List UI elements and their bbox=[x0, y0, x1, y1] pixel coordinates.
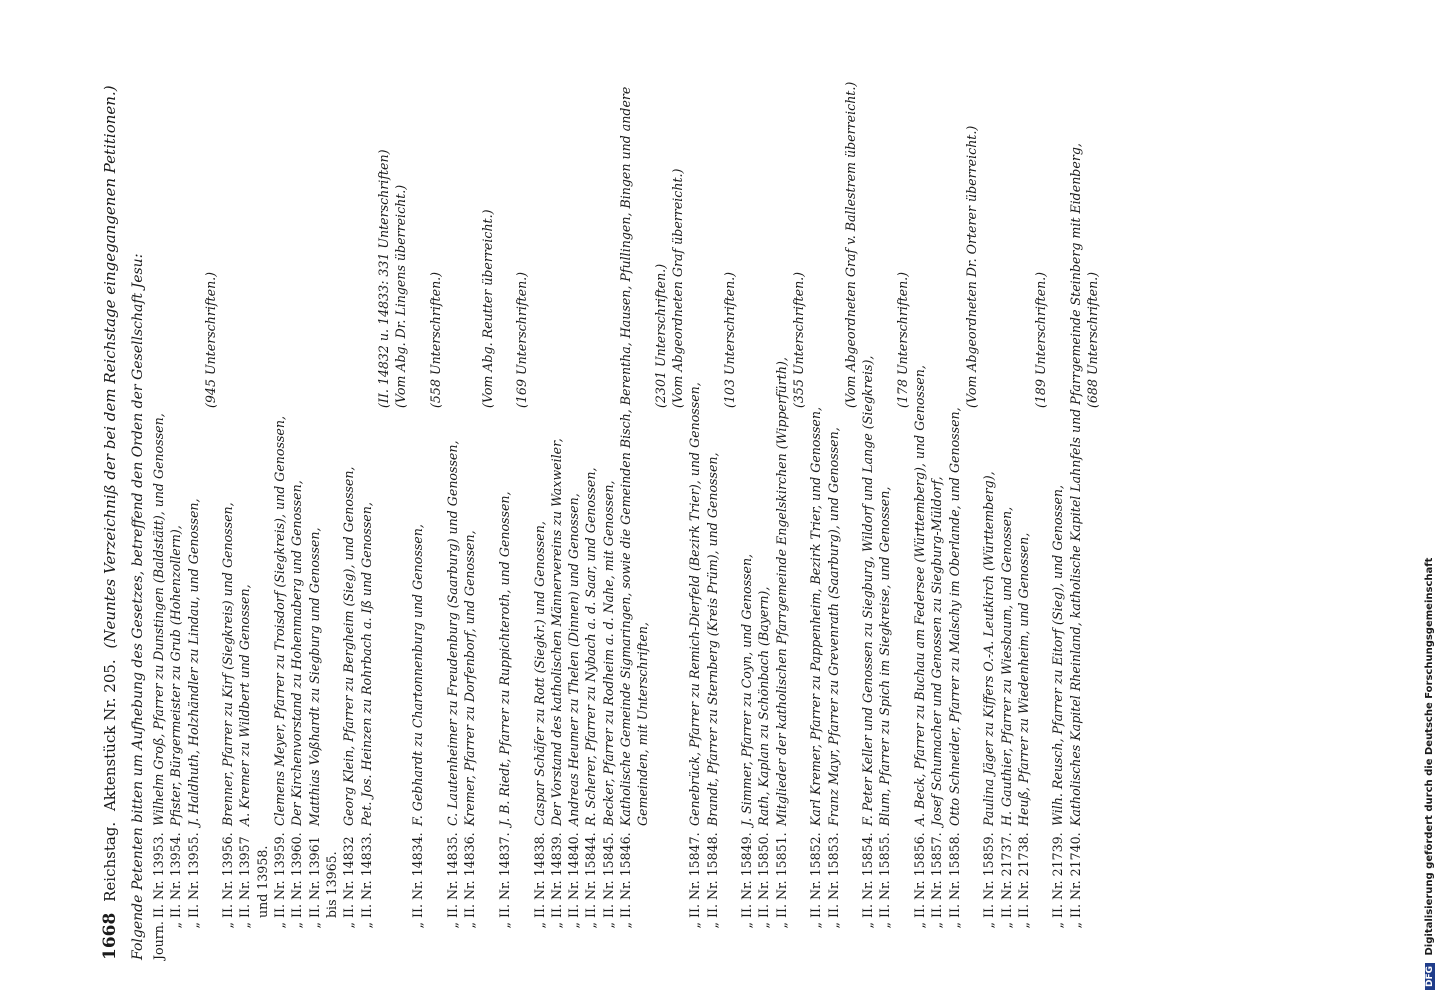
entry-reference: II. Nr. 15851. bbox=[773, 832, 789, 918]
entry-reference: II. Nr. 14839. bbox=[548, 832, 564, 918]
header-title: (Neuntes Verzeichniß der bei dem Reichstage eingegangenen Petitionen.) bbox=[101, 85, 119, 649]
entry-reference: II. Nr. 15853. bbox=[825, 832, 841, 918]
petition-entry bbox=[859, 40, 876, 960]
footer-credit bbox=[1424, 558, 1435, 990]
entry-text: F. Gebhardt zu Chartonnenburg und Genossen, bbox=[410, 524, 426, 826]
entry-text: Franz Mayr, Pfarrer zu Grevenrath (Saarburg), und Genossen, bbox=[825, 427, 841, 826]
petition-entry bbox=[980, 40, 997, 960]
entry-text: Otto Schneider, Pfarrer zu Malschy im Oberlande, und Genossen, bbox=[946, 407, 962, 826]
petition-entry bbox=[1049, 40, 1066, 960]
entry-text: Rath, Kaplan zu Schönbach (Bayern), bbox=[756, 586, 772, 826]
signature-count-note: (II. 14832 u. 14833: 331 Unterschriften) bbox=[375, 149, 391, 408]
petition-entry bbox=[928, 40, 945, 960]
entry-text: A. Kremer zu Wildbert und Genossen, bbox=[237, 584, 253, 826]
entry-marker: „ bbox=[289, 922, 305, 929]
entry-marker: „ bbox=[618, 922, 634, 929]
entry-text: A. Beck, Pfarrer zu Buchau am Federsee (Württemberg), und Genossen, bbox=[912, 365, 928, 826]
entry-text: Katholische Gemeinde Sigmaringen, sowie die Gemeinden Bisch, Berentha, Hausen, Pfullingen, Bingen und andere Gemeinden, mit Unterschriften, bbox=[618, 86, 651, 826]
entry-marker: Journ. bbox=[151, 921, 166, 960]
entry-marker: „ bbox=[687, 922, 703, 929]
entry-text: Pet. Jos. Heinzen zu Rohrbach a. Iß und Genossen, bbox=[358, 502, 374, 826]
entry-text: Der Kirchenvorstand zu Hohenmaberg und Genossen, bbox=[289, 480, 305, 826]
petition-entry bbox=[531, 40, 548, 960]
entry-text: Clemens Meyer, Pfarrer zu Troisdorf (Siegkreis), und Genossen, bbox=[272, 416, 288, 826]
signature-count-note: (Vom Abgeordneten Graf überreicht.) bbox=[669, 168, 685, 408]
entry-reference: II. Nr. 15847. bbox=[687, 832, 703, 918]
entry-marker: „ bbox=[773, 922, 789, 929]
entry-text: Becker, Pfarrer zu Rodheim a. d. Nahe, mit Genossen, bbox=[600, 480, 616, 826]
entry-marker: „ bbox=[341, 922, 357, 929]
petition-entry bbox=[185, 40, 202, 960]
entry-marker: „ bbox=[583, 922, 599, 929]
entry-reference: II. Nr. 13956. bbox=[220, 832, 236, 918]
petition-entry bbox=[755, 40, 772, 960]
entry-marker: „ bbox=[548, 922, 564, 929]
petition-entry bbox=[461, 40, 478, 960]
entry-reference: II. Nr. 15859. bbox=[981, 832, 997, 918]
entry-text: Matthias Voßhardt zu Siegburg und Genossen, bbox=[306, 527, 322, 826]
petition-entry bbox=[167, 40, 184, 960]
entry-reference: II. Nr. 15852. bbox=[808, 832, 824, 918]
entry-marker: „ bbox=[600, 922, 616, 929]
petition-list bbox=[150, 40, 1101, 960]
footer-text: Digitalisierung gefördert durch die Deutsche Forschungsgemeinschaft bbox=[1424, 557, 1435, 956]
petition-entry bbox=[444, 40, 461, 960]
entry-reference: II. Nr. 14838. bbox=[531, 832, 547, 918]
signature-count-note: (Vom Abg. Dr. Lingens überreicht.) bbox=[393, 184, 409, 408]
intro-text: Folgende Petenten bitten um Aufhebung des Gesetzes, betreffend den Orden der Gesellschaft Jesu: bbox=[130, 253, 146, 960]
entry-marker: „ bbox=[358, 922, 374, 929]
entry-reference: II. Nr. 15858. bbox=[946, 832, 962, 918]
petition-entry bbox=[150, 40, 167, 960]
petition-entry bbox=[496, 40, 513, 960]
entry-reference: II. Nr. 21737. bbox=[998, 832, 1014, 918]
signature-count-note: (189 Unterschriften.) bbox=[1033, 271, 1049, 408]
entry-reference: II. Nr. 15855. bbox=[877, 832, 893, 918]
entry-marker: „ bbox=[877, 922, 893, 929]
entry-text: Kremer, Pfarrer zu Dorfenborf, und Genossen, bbox=[462, 530, 478, 826]
entry-text: Katholisches Kapitel Rheinland, katholische Kapitel Lahnfels und Pfarrgemeinde Steinberg mit Eidenberg, bbox=[1067, 143, 1083, 826]
entry-text: Heuß, Pfarrer zu Wiedenheim, und Genossen, bbox=[1015, 532, 1031, 826]
entry-reference: II. Nr. 13961 bis 13965. bbox=[306, 836, 339, 918]
entry-marker: „ bbox=[946, 922, 962, 929]
entry-marker: „ bbox=[531, 922, 547, 929]
entry-text: Mitglieder der katholischen Pfarrgemeinde Engelskirchen (Wipperfürth), bbox=[773, 357, 789, 826]
entry-reference: II. Nr. 15857. bbox=[929, 832, 945, 918]
signature-count-note: (2301 Unterschriften.) bbox=[652, 263, 668, 408]
page-header bbox=[100, 40, 120, 960]
entry-text: J. B. Riedt, Pfarrer zu Ruppichteroth, und Genossen, bbox=[496, 491, 512, 826]
signature-count-note: (355 Unterschriften.) bbox=[790, 271, 806, 408]
petition-entry bbox=[236, 40, 271, 960]
entry-reference: II. Nr. 15845. bbox=[600, 832, 616, 918]
entry-text: Der Vorstand des katholischen Männervereins zu Waxweiler, bbox=[548, 438, 564, 826]
header-label: Reichstag. bbox=[101, 821, 119, 902]
petition-entry bbox=[582, 40, 599, 960]
document-number: Aktenstück Nr. 205. bbox=[101, 659, 119, 812]
entry-reference: II. Nr. 13955. bbox=[185, 832, 201, 918]
entry-text: F. Peter Keller und Genossen zu Siegburg, Wildorf und Lange (Siegkreis), bbox=[860, 355, 876, 826]
entry-marker: „ bbox=[929, 922, 945, 929]
page-number: 1668 bbox=[100, 912, 120, 960]
entry-text: Genebrück, Pfarrer zu Remich-Dierfeld (Bezirk Trier), und Genossen, bbox=[687, 382, 703, 826]
entry-marker: „ bbox=[272, 922, 288, 929]
petition-entry bbox=[773, 40, 790, 960]
entry-text: Paulina Jäger zu Kiffers O.-A. Leutkirch (Württemberg), bbox=[981, 471, 997, 826]
entry-text: C. Lautenheimer zu Freudenburg (Saarburg) und Genossen, bbox=[445, 440, 461, 826]
entry-marker: „ bbox=[704, 922, 720, 929]
entry-marker: „ bbox=[185, 922, 201, 929]
entry-reference: II. Nr. 15848. bbox=[704, 832, 720, 918]
entry-text: Caspar Schäfer zu Rott (Siegkr.) und Genossen, bbox=[531, 521, 547, 826]
signature-count-note: (169 Unterschriften.) bbox=[514, 271, 530, 408]
entry-marker: „ bbox=[1015, 922, 1031, 929]
entry-reference: II. Nr. 15856. bbox=[912, 832, 928, 918]
entry-text: Wilh. Reusch, Pfarrer zu Eitorf (Sieg), und Genossen, bbox=[1050, 484, 1066, 826]
signature-count-note: (Vom Abgeordneten Graf v. Ballestrem überreicht.) bbox=[842, 81, 858, 408]
entry-marker: „ bbox=[1050, 922, 1066, 929]
petition-entry bbox=[600, 40, 617, 960]
signature-count-note: (178 Unterschriften.) bbox=[894, 271, 910, 408]
petition-entry bbox=[565, 40, 582, 960]
entry-text: H. Gauthier, Pfarrer zu Wiesbaum, und Genossen, bbox=[998, 506, 1014, 826]
signature-count-note: (945 Unterschriften.) bbox=[202, 271, 218, 408]
entry-marker: „ bbox=[756, 922, 772, 929]
entry-reference: II. Nr. 15850. bbox=[756, 832, 772, 918]
entry-marker: „ bbox=[220, 922, 236, 929]
entry-reference: II. Nr. 21739. bbox=[1050, 832, 1066, 918]
petition-entry bbox=[219, 40, 236, 960]
entry-reference: II. Nr. 14832 bbox=[341, 836, 357, 918]
signature-count-note: (558 Unterschriften.) bbox=[427, 271, 443, 408]
dfg-logo: DFG bbox=[1425, 963, 1435, 990]
entry-reference: II. Nr. 15854. bbox=[860, 832, 876, 918]
entry-marker: „ bbox=[306, 922, 322, 929]
entry-marker: „ bbox=[860, 922, 876, 929]
petition-entry bbox=[825, 40, 842, 960]
petition-entry bbox=[340, 40, 357, 960]
entry-text: Josef Schumacher und Genossen zu Siegburg-Müldorf, bbox=[929, 476, 945, 826]
entry-reference: II. Nr. 15849. bbox=[739, 832, 755, 918]
signature-count-note: (Vom Abg. Reutter überreicht.) bbox=[479, 209, 495, 408]
signature-count-note: (103 Unterschriften.) bbox=[721, 271, 737, 408]
entry-reference: II. Nr. 14840. bbox=[566, 832, 582, 918]
entry-text: Brenner, Pfarrer zu Kirf (Siegkreis) und Genossen, bbox=[220, 502, 236, 826]
entry-text: J. Haldhuth, Holzhändler zu Lindau, und Genossen, bbox=[185, 498, 201, 826]
entry-reference: II. Nr. 21740. bbox=[1067, 832, 1083, 918]
entry-reference: II. Nr. 13953. bbox=[151, 832, 166, 918]
entry-marker: „ bbox=[808, 922, 824, 929]
signature-count-note: (Vom Abgeordneten Dr. Orterer überreicht.) bbox=[963, 125, 979, 408]
entry-text: Georg Klein, Pfarrer zu Bergheim (Sieg), und Genossen, bbox=[341, 466, 357, 826]
petition-entry bbox=[1067, 40, 1084, 960]
entry-marker: „ bbox=[496, 922, 512, 929]
entry-marker: „ bbox=[462, 922, 478, 929]
entry-marker: „ bbox=[825, 922, 841, 929]
petition-entry bbox=[409, 40, 426, 960]
entry-marker: „ bbox=[445, 922, 461, 929]
entry-reference: II. Nr. 15844. bbox=[583, 832, 599, 918]
petition-entry bbox=[911, 40, 928, 960]
petition-entry bbox=[288, 40, 305, 960]
petition-entry bbox=[704, 40, 721, 960]
entry-text: Andreas Heumer zu Thelen (Dinnen) und Genossen, bbox=[566, 493, 582, 826]
entry-reference: II. Nr. 13954. bbox=[168, 832, 184, 918]
entry-marker: „ bbox=[410, 922, 426, 929]
petition-entry bbox=[548, 40, 565, 960]
entry-reference: II. Nr. 14833. bbox=[358, 832, 374, 918]
petition-entry bbox=[738, 40, 755, 960]
petition-entry bbox=[617, 40, 652, 960]
petition-entry bbox=[946, 40, 963, 960]
entry-marker: „ bbox=[566, 922, 582, 929]
petition-entry bbox=[1015, 40, 1032, 960]
entry-text: Wilhelm Groß, Pfarrer zu Dunstingen (Baldstätt), und Genossen, bbox=[151, 413, 166, 826]
entry-reference: II. Nr. 14836. bbox=[462, 832, 478, 918]
petition-entry bbox=[807, 40, 824, 960]
petition-entry bbox=[686, 40, 703, 960]
petition-entry bbox=[998, 40, 1015, 960]
entry-text: R. Scherer, Pfarrer zu Nybach a. d. Saar, und Genossen, bbox=[583, 467, 599, 826]
entry-reference: II. Nr. 14837. bbox=[496, 832, 512, 918]
entry-marker: „ bbox=[168, 922, 184, 929]
petition-entry bbox=[876, 40, 893, 960]
entry-text: Brandt, Pfarrer zu Sternberg (Kreis Prüm), und Genossen, bbox=[704, 452, 720, 826]
entry-reference: II. Nr. 14834. bbox=[410, 832, 426, 918]
entry-reference: II. Nr. 14835. bbox=[445, 832, 461, 918]
entry-reference: II. Nr. 13957 und 13958. bbox=[237, 836, 270, 918]
signature-count-note: (688 Unterschriften.) bbox=[1085, 271, 1101, 408]
petition-entry bbox=[306, 40, 341, 960]
entry-marker: „ bbox=[998, 922, 1014, 929]
entry-text: J. Simmer, Pfarrer zu Coyn, und Genossen, bbox=[739, 553, 755, 826]
entry-text: Blum, Pfarrer zu Spich im Siegkreise, und Genossen, bbox=[877, 486, 893, 826]
entry-reference: II. Nr. 13959. bbox=[272, 832, 288, 918]
entry-marker: „ bbox=[237, 922, 253, 929]
entry-text: Karl Kremer, Pfarrer zu Pappenheim, Bezirk Trier, und Genossen, bbox=[808, 407, 824, 826]
entry-reference: II. Nr. 15846. bbox=[618, 832, 634, 918]
entry-marker: „ bbox=[739, 922, 755, 929]
entry-reference: II. Nr. 13960. bbox=[289, 832, 305, 918]
entry-reference: II. Nr. 21738. bbox=[1015, 832, 1031, 918]
petition-entry bbox=[358, 40, 375, 960]
petition-entry bbox=[271, 40, 288, 960]
entry-marker: „ bbox=[1067, 922, 1083, 929]
entry-marker: „ bbox=[981, 922, 997, 929]
entry-marker: „ bbox=[912, 922, 928, 929]
entry-text: Pfister, Bürgermeister zu Grub (Hohenzollern), bbox=[168, 525, 184, 826]
